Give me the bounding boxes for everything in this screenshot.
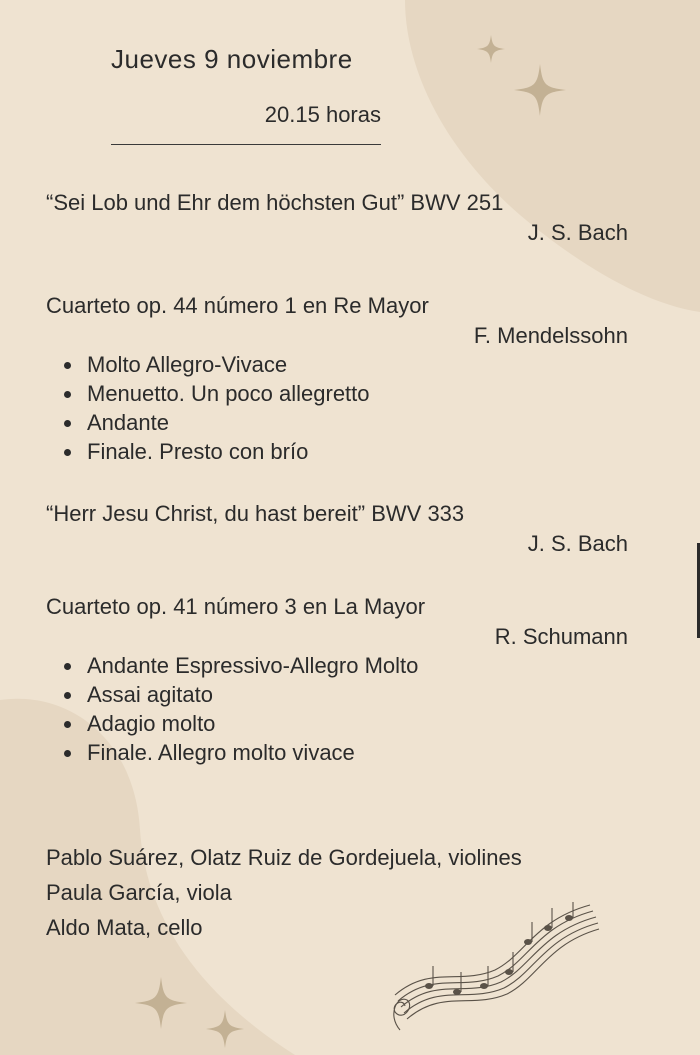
four-point-star-icon xyxy=(205,1009,245,1049)
header-divider xyxy=(111,144,381,145)
movement-item: Menuetto. Un poco allegretto xyxy=(46,379,628,408)
movement-list xyxy=(46,350,628,466)
movement-item: Andante Espressivo-Allegro Molto xyxy=(46,651,628,680)
performer-line: Paula García, viola xyxy=(46,880,232,905)
work-composer: F. Mendelssohn xyxy=(473,323,628,348)
program-item xyxy=(46,592,628,767)
movement-list xyxy=(46,651,628,767)
program-item xyxy=(46,291,628,466)
concert-time: 20.15 horas xyxy=(264,102,381,127)
four-point-star-icon xyxy=(476,34,506,64)
movement-item: Adagio molto xyxy=(46,709,628,738)
performer-line: Aldo Mata, cello xyxy=(46,915,203,940)
four-point-star-icon xyxy=(513,63,567,117)
movement-item: Andante xyxy=(46,408,628,437)
work-composer: R. Schumann xyxy=(494,624,628,649)
program-item xyxy=(46,499,628,558)
work-composer: J. S. Bach xyxy=(527,220,628,245)
concert-date: Jueves 9 noviembre xyxy=(111,44,353,74)
work-title: Cuarteto op. 41 número 3 en La Mayor xyxy=(46,594,426,619)
work-title: “Herr Jesu Christ, du hast bereit” BWV 333 xyxy=(46,501,465,526)
performer-line: Pablo Suárez, Olatz Ruiz de Gordejuela, violines xyxy=(46,845,522,870)
four-point-star-icon xyxy=(134,976,188,1030)
work-title: “Sei Lob und Ehr dem höchsten Gut” BWV 251 xyxy=(46,190,504,215)
movement-item: Finale. Presto con brío xyxy=(46,437,628,466)
work-composer: J. S. Bach xyxy=(527,531,628,556)
work-title: Cuarteto op. 44 número 1 en Re Mayor xyxy=(46,293,429,318)
movement-item: Molto Allegro-Vivace xyxy=(46,350,628,379)
program-item xyxy=(46,188,628,247)
music-staff-icon xyxy=(385,900,600,1035)
movement-item: Finale. Allegro molto vivace xyxy=(46,738,628,767)
movement-item: Assai agitato xyxy=(46,680,628,709)
